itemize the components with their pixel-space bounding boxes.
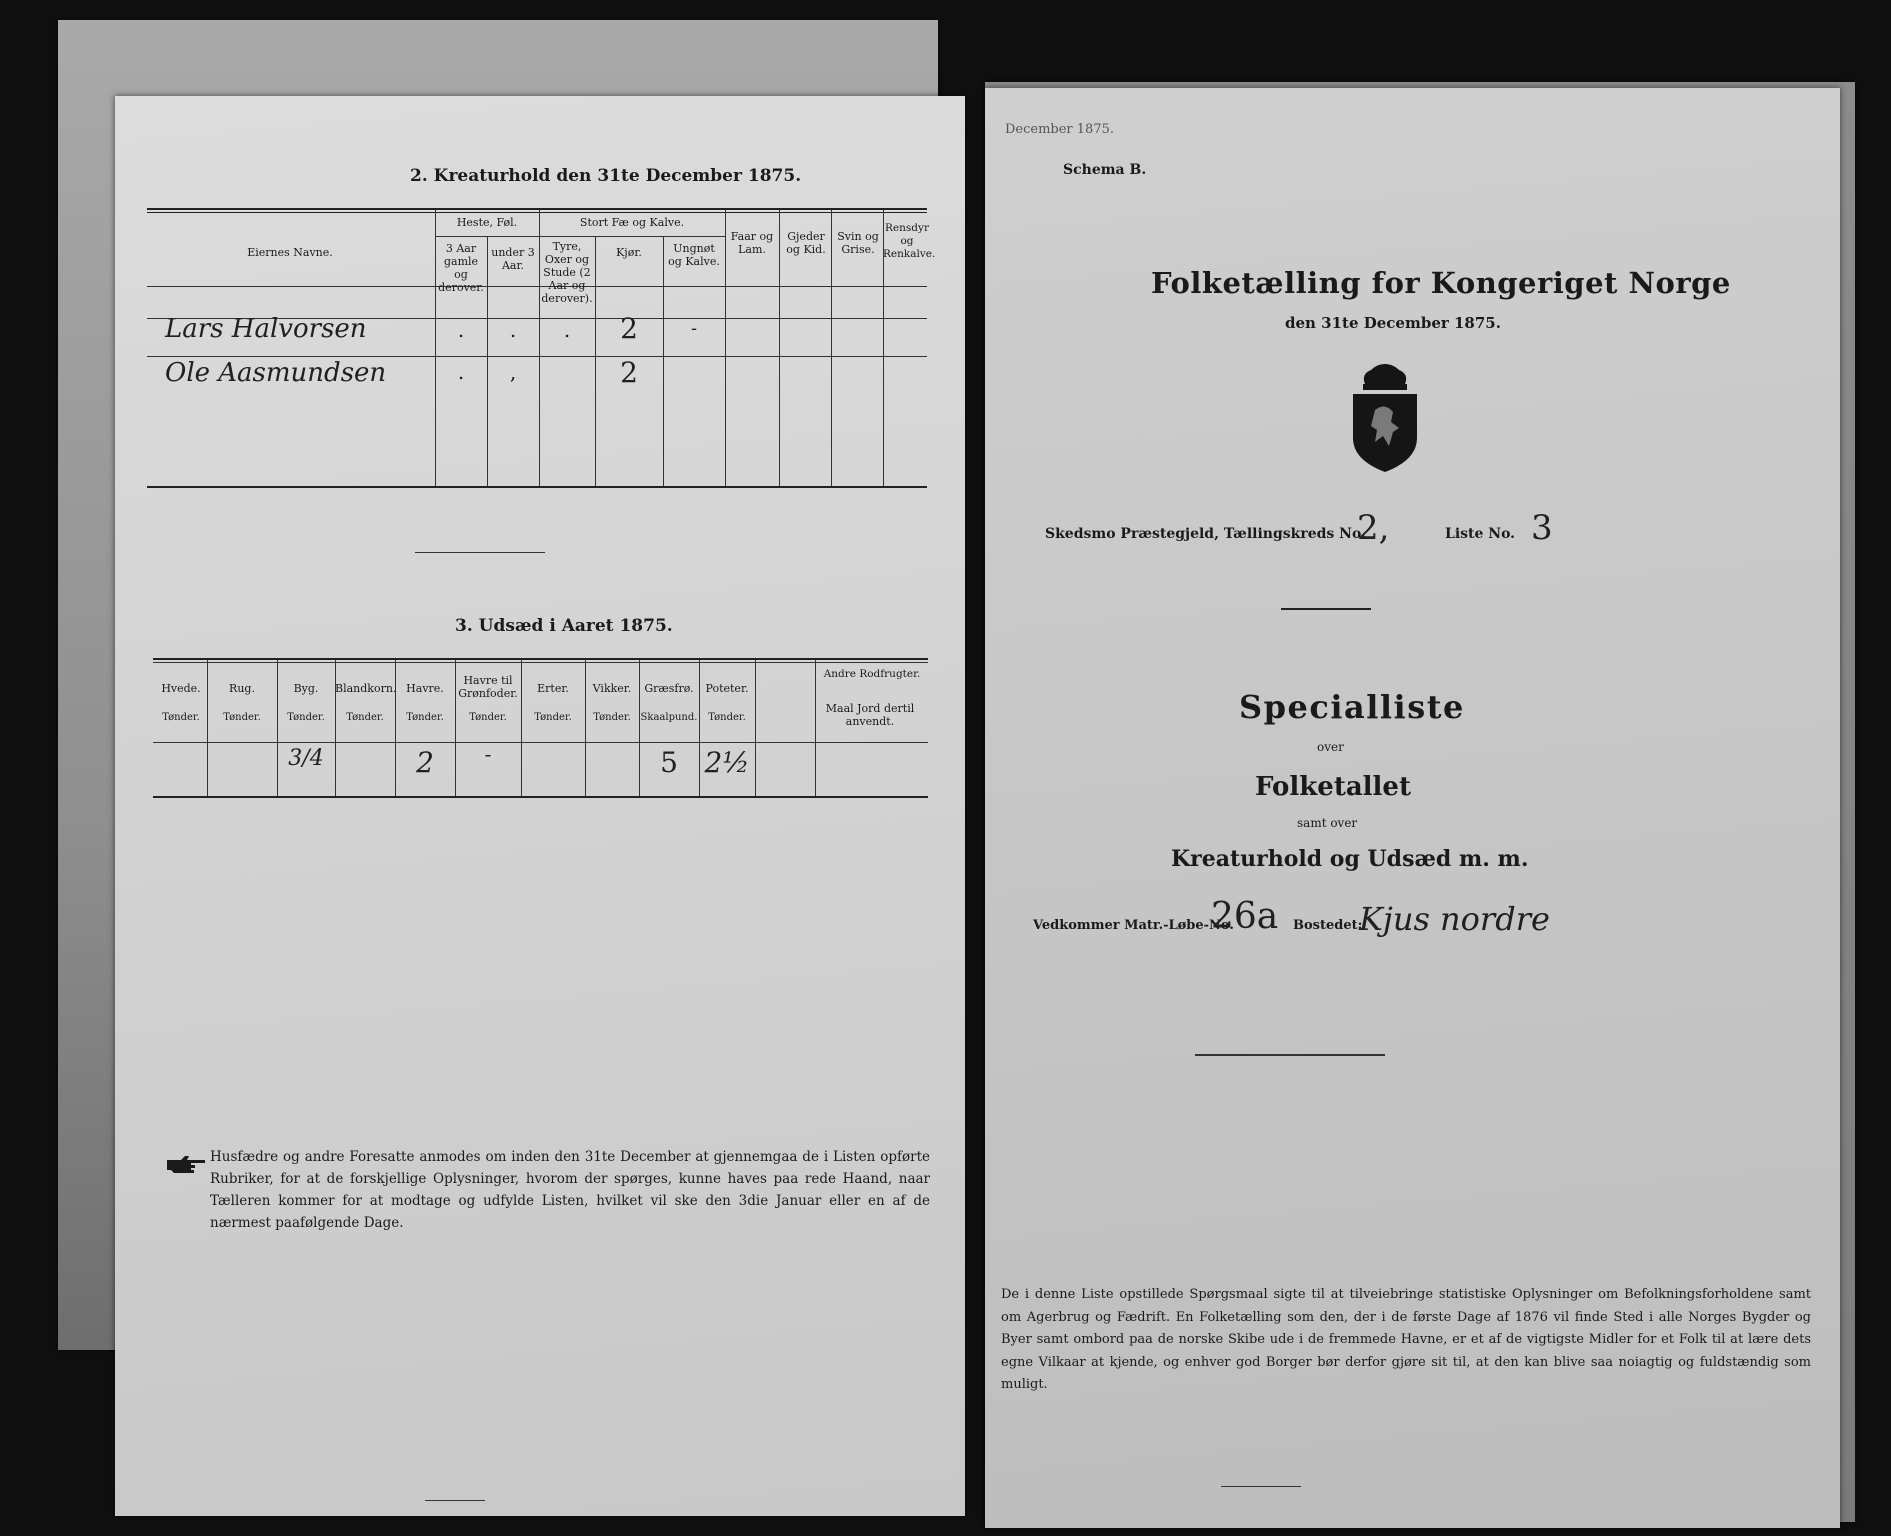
col-cattle-cows: Kjør.: [616, 246, 642, 259]
liste-label: Liste No.: [1445, 526, 1516, 542]
col-reindeer: Rensdyr og Renkalve.: [883, 222, 936, 260]
bostedet-value: Kjus nordre: [1359, 900, 1550, 938]
col-horses: Heste, Føl.: [456, 216, 518, 229]
col-graesfro: Græsfrø.: [644, 682, 694, 695]
right-page: December 1875. Schema B. Folketælling for Kongeriget Norge den 31te December 1875. Skedsmo Præstegjeld, Tællingskreds No. 2, Liste No. 3 Specialliste over Folketallet samt over Kreaturhold og Udsæd m. m. Vedkommer Matr.-Løbe-No. 26a Bostedet: Kjus nordre De i denne Liste opstillede Spørgsmaal sigte til at tilveiebringe statistiske Oplysninger om Befolkningsforholdene samt om Agerbrug og Fædrift. En Folketælling som den, der i de første Dage af 1876 vil finde Sted i alle Norges Bygder og Byer samt ombord paa de norske Skibe ude i de fremmede Havne, er et af de vigtigste Midler for et Folk til at lære dets egne Vilkaar at kjende, og enhver god Borger bør derfor gjøre sit til, at den kan blive saa noiagtig og fuldstændig som muligt.: [985, 88, 1840, 1528]
divider: [1281, 608, 1371, 610]
divider: [1195, 1054, 1385, 1056]
section2-title: 2. Kreaturhold den 31te December 1875.: [410, 166, 802, 186]
col-havre: Havre.: [406, 682, 444, 695]
poteter-value: 2½: [704, 746, 750, 779]
col-cattle-bulls: Tyre, Oxer og Stude (2 Aar og derover).: [541, 240, 593, 305]
col-andre-rodfrugter: Andre Rodfrugter.: [823, 668, 921, 680]
divider: [1221, 1486, 1301, 1487]
census-date: den 31te December 1875.: [1285, 314, 1501, 332]
col-hvede: Hvede.: [161, 682, 201, 695]
col-horses-3yr: 3 Aar gamle og derover.: [438, 242, 484, 294]
graesfro-value: 5: [660, 746, 678, 779]
havre-value: 2: [416, 746, 434, 779]
col-poteter: Poteter.: [705, 682, 749, 695]
matr-label: Vedkommer Matr.-Løbe-No.: [1033, 918, 1234, 933]
left-page: 2. Kreaturhold den 31te December 1875. Eiernes Navne. Heste, Føl. 3 Aar gamle og derover. under 3 Aar. Stort Fæ og Kalve. Tyre, Oxer og Stude (2 Aar og derover). Kjør. Ungnøt og Kalve. Faar og Lam. Gjeder og Kid. Svin og Grise. Rensdyr og Renkalve. Lars Halvorsen . . . 2 - Ole Aasmundsen . , 2 3. Udsæd i Aaret 1875. Hvede. Tønder. Rug. Tønder. Byg. Tønder. Blandkorn. Tønder. Havre. Tønder. Havre til Grønfoder. Tønder. Erter. Tønder. Vikker. Tønder. Græsfrø. Skaalpund. Poteter. Tønder. Andre Rodfrugter. Maal Jord dertil anvendt. 3/4 2 - 5 2½ Husfædre og andre Foresatte anmodes om inden den 31te December at gjennemgaa de i Listen opførte Rubriker, for at de forskjellige Oplysninger, hvorom der spørges, kunne haves paa rede Haand, naar Tælleren kommer for at modtage og udfylde Listen, hvilket vil ske den 3die Januar eller en af de nærmest paafølgende Dage.: [115, 96, 965, 1516]
byg-value: 3/4: [288, 746, 324, 771]
liste-number: 3: [1531, 508, 1553, 548]
divider: [425, 1500, 485, 1501]
col-cattle: Stort Fæ og Kalve.: [579, 216, 685, 229]
owner-name: Lars Halvorsen: [165, 314, 367, 344]
norwegian-coat-of-arms-icon: [1347, 364, 1423, 474]
matr-number: 26a: [1211, 896, 1279, 937]
pointing-hand-icon: [165, 1154, 207, 1176]
folketallet-heading: Folketallet: [1255, 772, 1411, 802]
bleed-through-text: December 1875.: [1005, 122, 1114, 137]
footer-text: De i denne Liste opstillede Spørgsmaal sigte til at tilveiebringe statistiske Oplysninger om Befolkningsforholdene samt om Agerbrug og Fædrift. En Folketælling som den, der i de første Dage af 1876 vil finde Sted i alle Norges Bygder og Byer samt ombord paa de norske Skibe ude i de fremmede Havne, er et af de vigtigste Midler for et Folk til at lære dets egne Vilkaar at kjende, og enhver god Borger bør derfor gjøre sit til, at den kan blive saa noiagtig og fuldstændig som muligt.: [1001, 1287, 1811, 1392]
col-horses-under3: under 3 Aar.: [491, 246, 535, 272]
page-title: Folketælling for Kongeriget Norge: [1151, 266, 1731, 300]
col-sheep: Faar og Lam.: [730, 230, 774, 256]
col-goats: Gjeder og Kid.: [786, 230, 826, 256]
notice-text: Husfædre og andre Foresatte anmodes om inden den 31te December at gjennemgaa de i Listen opførte Rubriker, for at de forskjellige Oplysninger, hvorom der spørges, kunne haves paa rede Haand, naar Tælleren kommer for at modtage og udfylde Listen, hvilket vil ske den 3die Januar eller en af de nærmest paafølgende Dage.: [210, 1149, 930, 1231]
col-erter: Erter.: [537, 682, 569, 695]
specialliste-heading: Specialliste: [1239, 688, 1465, 726]
col-havre-gronfoder: Havre til Grønfoder.: [458, 674, 518, 700]
prestegjeld-label: Skedsmo Præstegjeld, Tællingskreds No.: [1045, 526, 1366, 542]
col-rug: Rug.: [229, 682, 255, 695]
col-blandkorn: Blandkorn.: [335, 682, 397, 695]
cows-count: 2: [620, 312, 638, 345]
col-cattle-young: Ungnøt og Kalve.: [668, 242, 720, 268]
col-owner-names: Eiernes Navne.: [247, 246, 333, 259]
tellingskreds-number: 2,: [1357, 508, 1390, 548]
col-vikker: Vikker.: [592, 682, 632, 695]
bostedet-label: Bostedet:: [1293, 918, 1363, 933]
schema-label: Schema B.: [1063, 162, 1147, 178]
divider: [415, 552, 545, 553]
owner-name: Ole Aasmundsen: [165, 358, 387, 388]
kreatur-heading: Kreaturhold og Udsæd m. m.: [1171, 846, 1529, 872]
col-byg: Byg.: [293, 682, 319, 695]
cows-count: 2: [620, 356, 638, 389]
section3-title: 3. Udsæd i Aaret 1875.: [455, 616, 673, 636]
col-pigs: Svin og Grise.: [837, 230, 879, 256]
